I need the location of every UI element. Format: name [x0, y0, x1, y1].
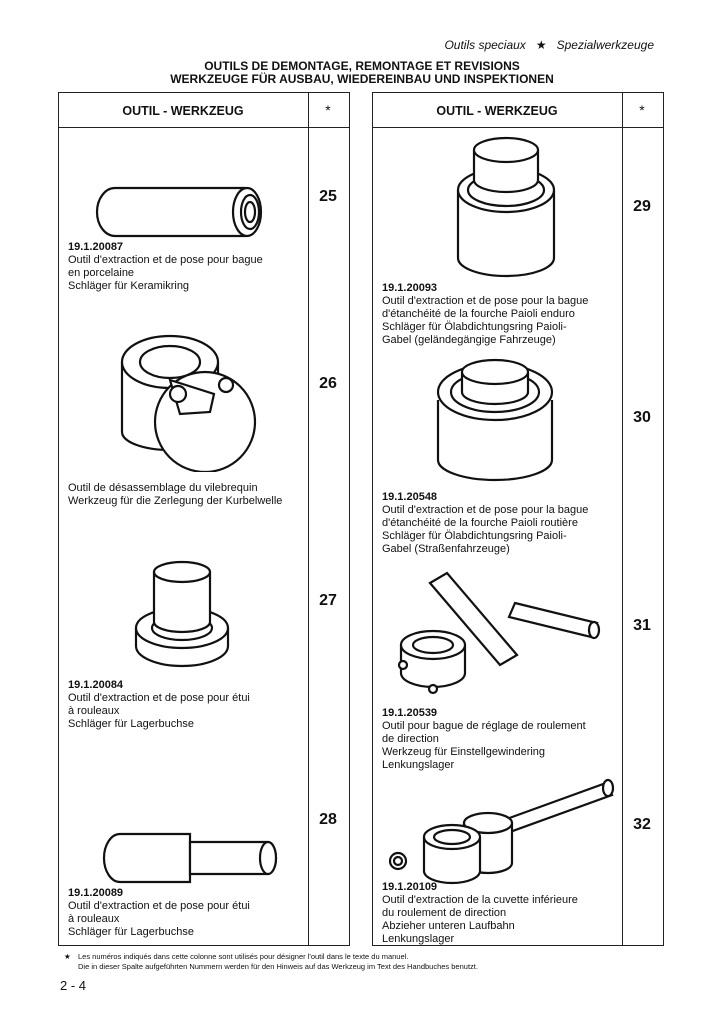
tool-25-line-2: en porcelaine	[68, 267, 135, 279]
tool-28-line-1: Outil d'extraction et de pose pour étui	[68, 900, 250, 912]
footnote-de: Die in dieser Spalte aufgeführten Nummern werden für den Hinweis auf das Werkzeug im Text des Handbuches benutzt.	[78, 962, 478, 971]
left-tool-header: OUTIL - WERKZEUG	[122, 104, 244, 118]
header-de: Spezialwerkzeuge	[556, 38, 654, 52]
tool-29-drawing	[452, 132, 562, 282]
tool-31-line-4: Lenkungslager	[382, 759, 455, 771]
tool-32-line-4: Lenkungslager	[382, 933, 455, 945]
tool-28-line-3: Schläger für Lagerbuchse	[68, 926, 194, 938]
tool-31-text	[382, 707, 622, 772]
tool-26-drawing	[110, 322, 265, 472]
tool-30-code: 19.1.20548	[382, 491, 438, 503]
tool-27-drawing	[130, 560, 235, 672]
tool-31-drawing	[385, 565, 615, 705]
tool-25-code: 19.1.20087	[68, 241, 124, 253]
right-star-header: *	[639, 102, 645, 118]
tool-30-drawing	[430, 350, 560, 485]
tool-31-line-2: de direction	[382, 733, 439, 745]
right-tool-header: OUTIL - WERKZEUG	[436, 104, 558, 118]
tool-30-line-4: Gabel (Straßenfahrzeuge)	[382, 543, 510, 555]
tool-32-text	[382, 881, 622, 946]
tool-26-number: 26	[319, 375, 337, 392]
tool-32-line-2: du roulement de direction	[382, 907, 507, 919]
tool-27-line-3: Schläger für Lagerbuchse	[68, 718, 194, 730]
tool-32-line-1: Outil d'extraction de la cuvette inférieure	[382, 894, 578, 906]
tool-25-number: 25	[319, 188, 337, 205]
title-line-2: WERKZEUGE FÜR AUSBAU, WIEDEREINBAU UND INSPEKTIONEN	[170, 72, 554, 86]
tool-30-line-3: Schläger für Ölabdichtungsring Paioli-	[382, 530, 567, 542]
tool-27-code: 19.1.20084	[68, 679, 124, 691]
tool-28-code: 19.1.20089	[68, 887, 124, 899]
right-header-divider	[372, 127, 664, 128]
tool-31-line-1: Outil pour bague de réglage de roulement	[382, 720, 586, 732]
header-star: ★	[535, 38, 547, 52]
tool-26-line-1: Outil de désassemblage du vilebrequin	[68, 482, 258, 494]
left-header-divider	[58, 127, 350, 128]
tool-31-line-3: Werkzeug für Einstellgewindering	[382, 746, 546, 758]
tool-27-line-1: Outil d'extraction et de pose pour étui	[68, 692, 250, 704]
tool-29-line-3: Schläger für Ölabdichtungsring Paioli-	[382, 321, 567, 333]
tool-29-number: 29	[633, 198, 651, 215]
header-fr: Outils speciaux	[444, 38, 526, 52]
tool-27-line-2: à rouleaux	[68, 705, 120, 717]
tool-26-line-2: Werkzeug für die Zerlegung der Kurbelwelle	[68, 495, 283, 507]
tool-29-line-4: Gabel (geländegängige Fahrzeuge)	[382, 334, 556, 346]
tool-29-text	[382, 282, 622, 347]
tool-28-number: 28	[319, 811, 337, 828]
tool-29-line-2: d'étanchéité de la fourche Paioli enduro	[382, 308, 575, 320]
page-header	[444, 38, 654, 52]
tool-30-line-2: d'étanchéité de la fourche Paioli routière	[382, 517, 578, 529]
tool-32-drawing	[380, 775, 625, 885]
tool-32-number: 32	[633, 816, 651, 833]
left-star-header: *	[325, 102, 331, 118]
tool-32-code: 19.1.20109	[382, 881, 438, 893]
tool-30-text	[382, 491, 622, 556]
tool-28-text	[68, 887, 308, 939]
tool-25-drawing	[95, 178, 280, 238]
tool-28-drawing	[100, 828, 285, 888]
page-number: 2 - 4	[60, 978, 87, 993]
title-line-1: OUTILS DE DEMONTAGE, REMONTAGE ET REVISIONS	[204, 59, 520, 73]
tool-32-line-3: Abzieher unteren Laufbahn	[382, 920, 515, 932]
tool-30-line-1: Outil d'extraction et de pose pour la bague	[382, 504, 589, 516]
footnote-fr: Les numéros indiqués dans cette colonne sont utilisés pour désigner l'outil dans le texte du manuel.	[78, 952, 409, 961]
tool-27-text	[68, 679, 308, 731]
tool-25-line-1: Outil d'extraction et de pose pour bague	[68, 254, 263, 266]
tool-29-line-1: Outil d'extraction et de pose pour la bague	[382, 295, 589, 307]
tool-26-text	[68, 482, 308, 508]
tool-27-number: 27	[319, 592, 337, 609]
tool-25-text	[68, 241, 308, 293]
tool-29-code: 19.1.20093	[382, 282, 438, 294]
tool-30-number: 30	[633, 409, 651, 426]
tool-28-line-2: à rouleaux	[68, 913, 120, 925]
tool-31-code: 19.1.20539	[382, 707, 438, 719]
tool-31-number: 31	[633, 617, 651, 634]
tool-25-line-3: Schläger für Keramikring	[68, 280, 190, 292]
footnote-star: ★	[64, 952, 71, 961]
